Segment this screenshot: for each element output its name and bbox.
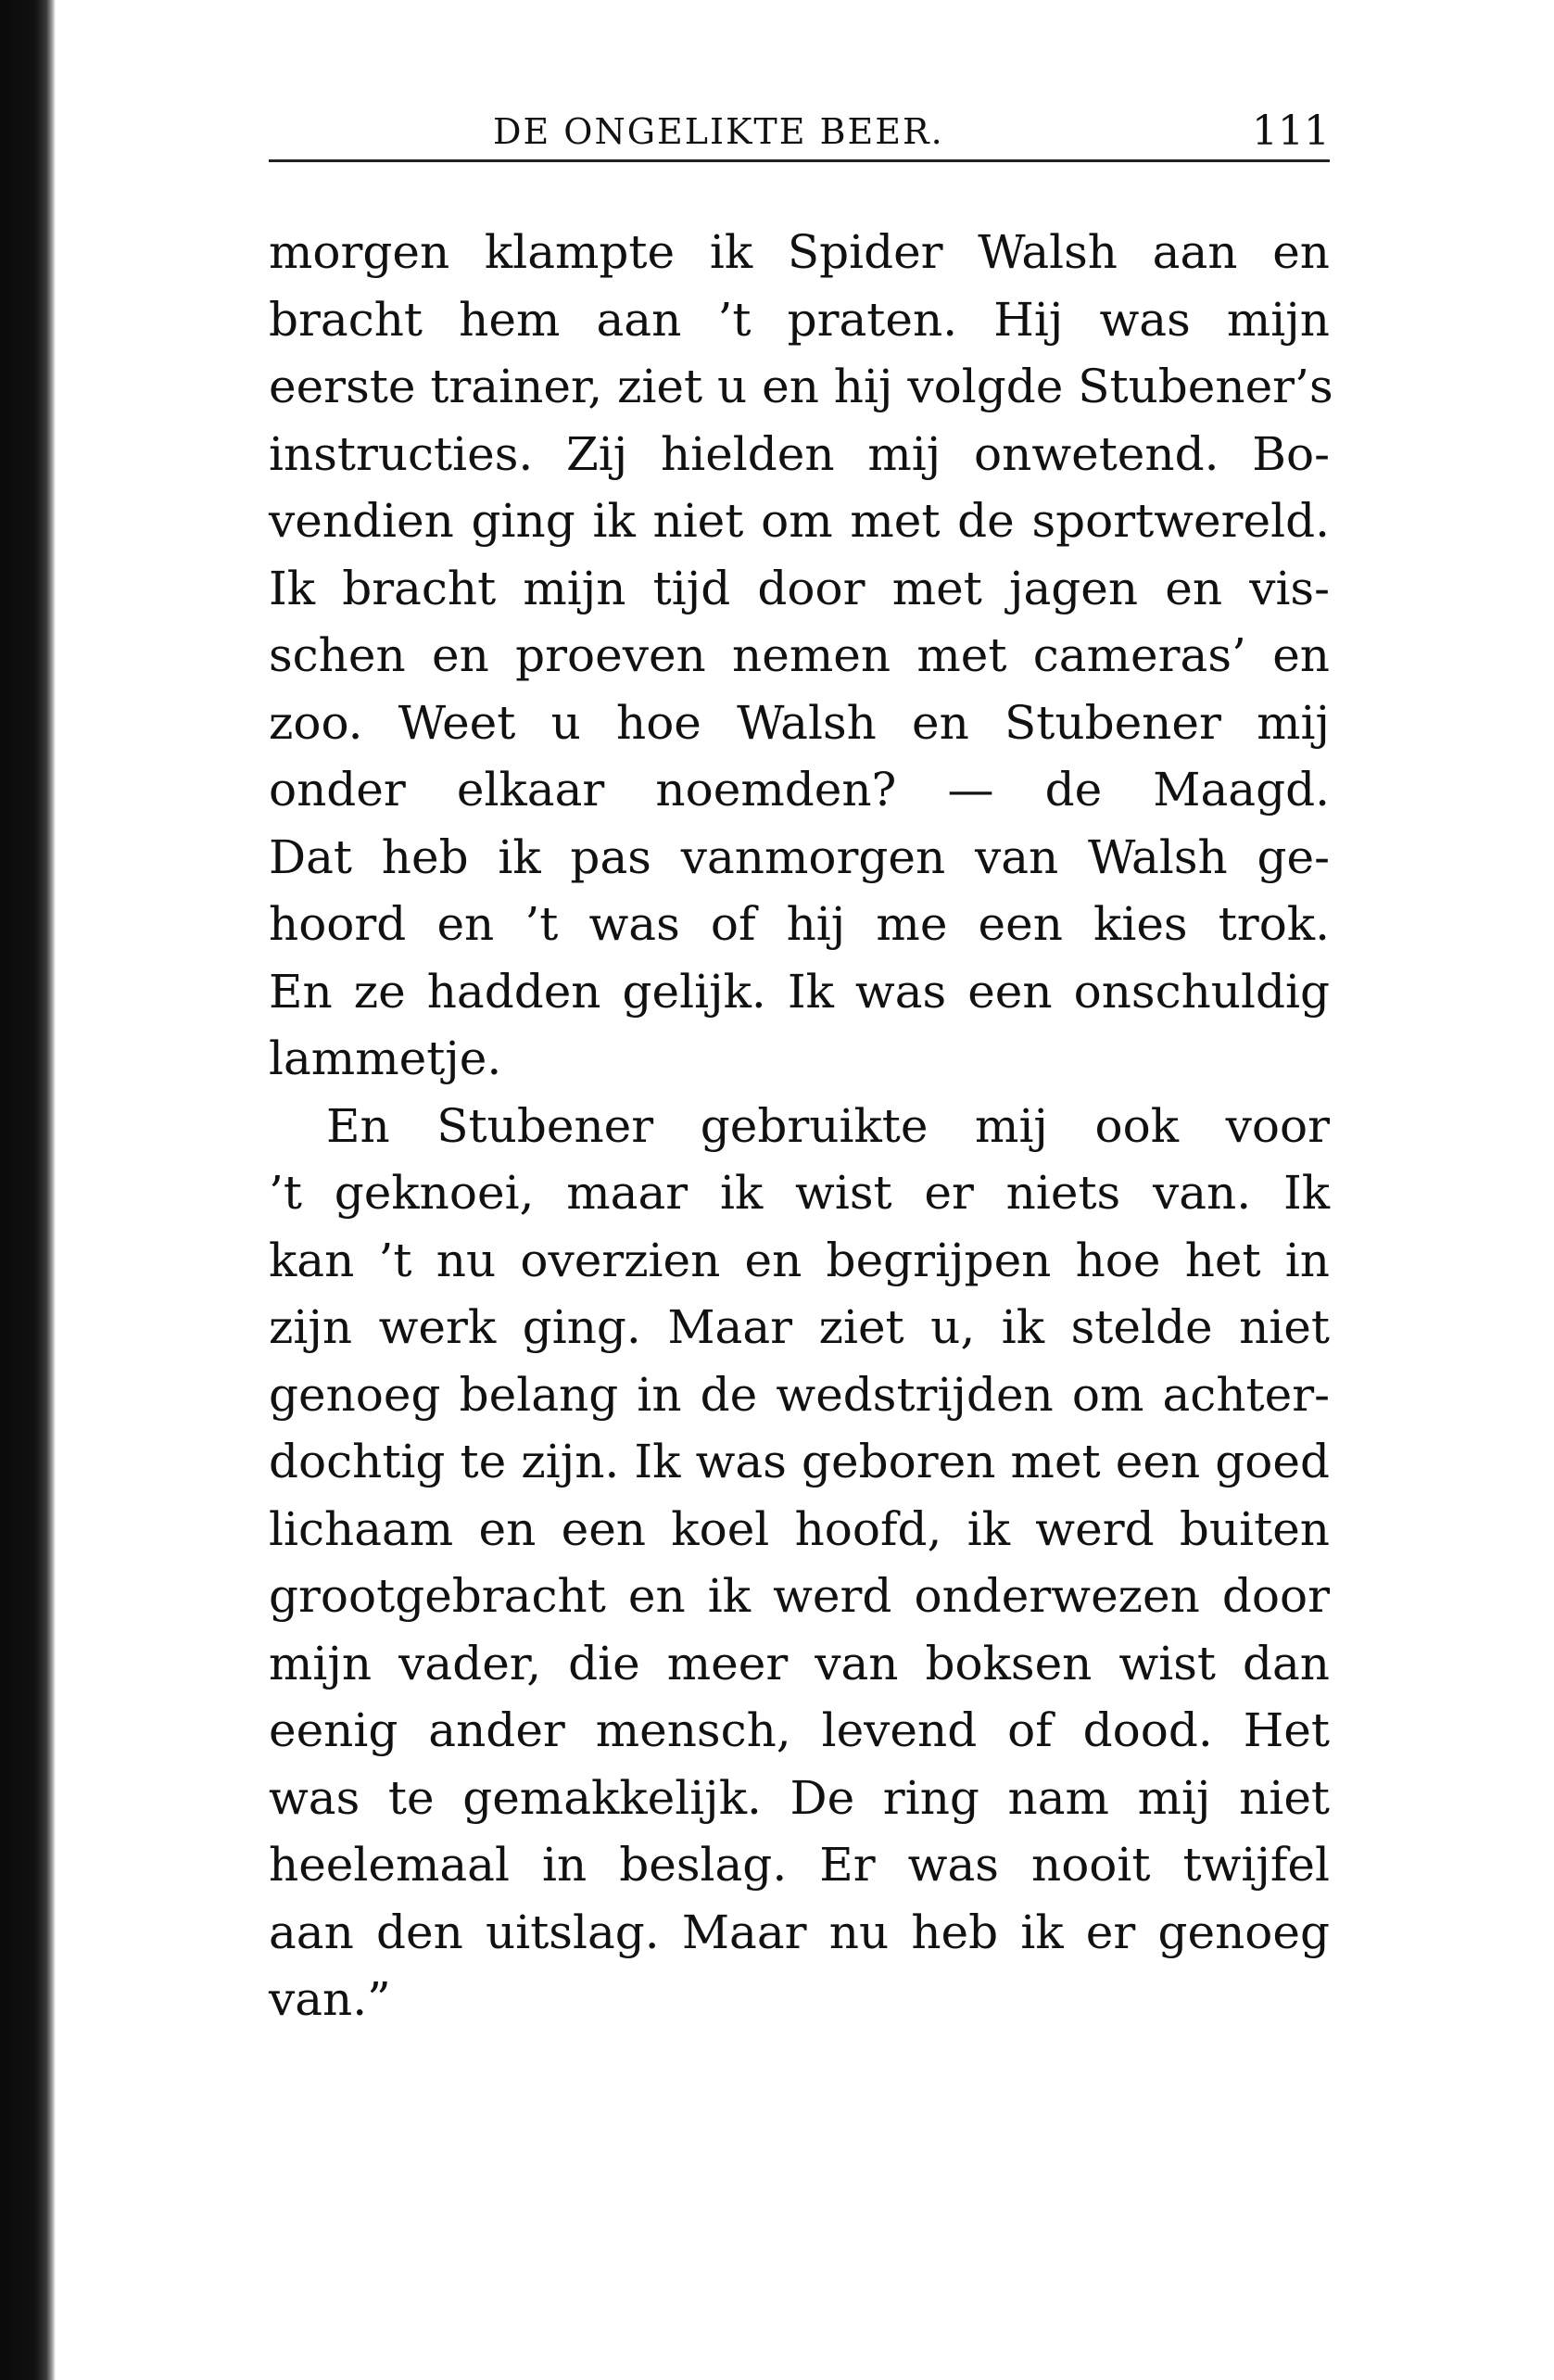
paragraph-end-line: van.” [269,1972,391,2026]
text-line: schen en proeven nemen met cameras’ en [269,628,1330,682]
paragraph-end-line: lammetje. [269,1032,502,1085]
text-line: hoord en ’t was of hij me een kies trok. [269,897,1330,951]
text-line: onder elkaar noemden? — de Maagd. [269,763,1330,817]
text-line: instructies. Zij hielden mij onwetend. Bo- [269,426,1330,481]
text-line: vendien ging ik niet om met de sportwereld. [269,494,1330,548]
text-line: aan den uitslag. Maar nu heb ik er genoeg [269,1905,1330,1959]
text-line: mijn vader, die meer van boksen wist dan [269,1636,1330,1690]
text-line: was te gemakkelijk. De ring nam mij niet [269,1770,1330,1825]
text-line: grootgebracht en ik werd onderwezen door [269,1569,1330,1623]
text-line: Ik bracht mijn tijd door met jagen en vis- [269,561,1330,615]
book-binding-edge [0,0,56,2380]
page-number: 111 [1252,108,1330,155]
body-text [269,219,1333,2033]
text-line: zoo. Weet u hoe Walsh en Stubener mij [269,695,1330,750]
text-line: Dat heb ik pas vanmorgen van Walsh ge- [269,829,1330,884]
running-title: DE ONGELIKTE BEER. [493,111,944,152]
text-line: heelemaal in beslag. Er was nooit twijfel [269,1838,1330,1892]
text-line: eerste trainer, ziet u en hij volgde Stubener’s [269,360,1333,413]
text-line: ’t geknoei, maar ik wist er niets van. Ik [269,1166,1330,1220]
text-line: kan ’t nu overzien en begrijpen hoe het in [269,1233,1330,1287]
text-line: dochtig te zijn. Ik was geboren met een goed [269,1435,1330,1488]
text-line: En ze hadden gelijk. Ik was een onschuldig [269,964,1330,1019]
text-line: morgen klampte ik Spider Walsh aan en [269,225,1330,279]
running-header [269,95,1330,162]
text-line: bracht hem aan ’t praten. Hij was mijn [269,292,1330,347]
text-line: zijn werk ging. Maar ziet u, ik stelde niet [269,1300,1330,1354]
book-page [269,0,1333,2380]
text-line: eenig ander mensch, levend of dood. Het [269,1703,1330,1757]
paragraph-start-line: En Stubener gebruikte mij ook voor [326,1098,1330,1153]
text-line: lichaam en een koel hoofd, ik werd buiten [269,1501,1330,1556]
text-line: genoeg belang in de wedstrijden om achter- [269,1367,1330,1422]
